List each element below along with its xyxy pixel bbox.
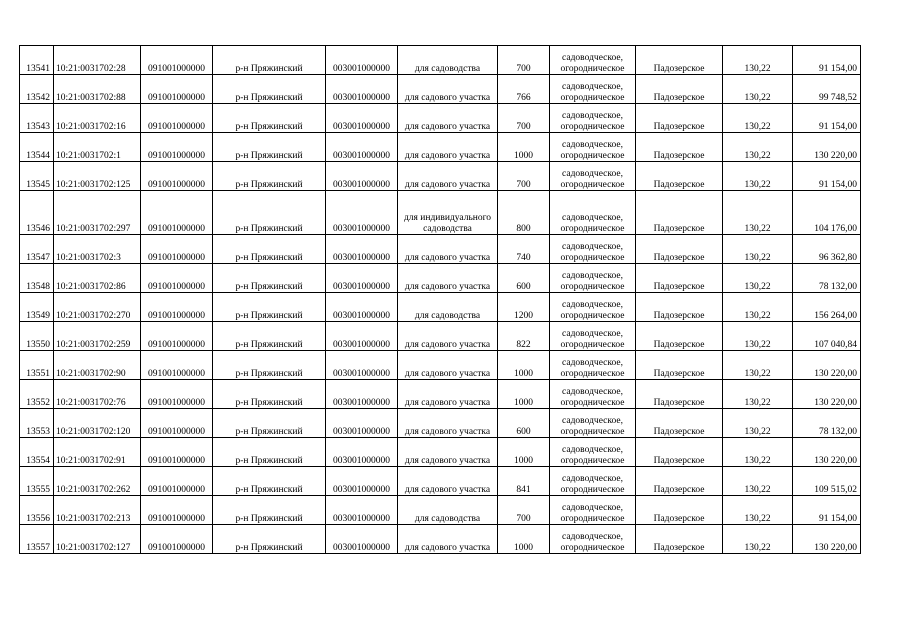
permitted-use-cell: для садового участка — [398, 104, 498, 133]
table-row — [20, 104, 861, 133]
settlement-code-cell: 003001000000 — [326, 75, 398, 104]
row-number-cell: 13550 — [20, 322, 54, 351]
area-cell: 1200 — [498, 293, 550, 322]
district-cell: р-н Пряжинский — [213, 104, 326, 133]
row-number-cell: 13557 — [20, 525, 54, 554]
permitted-use-cell: для садового участка — [398, 380, 498, 409]
land-purpose-cell: садоводческое, огородническое — [550, 264, 636, 293]
table-row — [20, 525, 861, 554]
district-cell: р-н Пряжинский — [213, 191, 326, 235]
cadastral-number-cell: 10:21:0031702:90 — [54, 351, 141, 380]
settlement-code-cell: 003001000000 — [326, 191, 398, 235]
area-cell: 841 — [498, 467, 550, 496]
row-number-cell: 13556 — [20, 496, 54, 525]
land-purpose-cell: садоводческое, огородническое — [550, 322, 636, 351]
land-purpose-cell: садоводческое, огородническое — [550, 380, 636, 409]
land-purpose-cell: садоводческое, огородническое — [550, 293, 636, 322]
row-number-cell: 13548 — [20, 264, 54, 293]
land-purpose-cell: садоводческое, огородническое — [550, 409, 636, 438]
permitted-use-cell: для садоводства — [398, 293, 498, 322]
settlement-cell: Падозерское — [636, 46, 723, 75]
cadastral-value-cell: 91 154,00 — [793, 496, 861, 525]
specific-value-cell: 130,22 — [723, 293, 793, 322]
table-row — [20, 46, 861, 75]
table-row — [20, 235, 861, 264]
row-number-cell: 13551 — [20, 351, 54, 380]
permitted-use-cell: для садового участка — [398, 264, 498, 293]
cadastral-number-cell: 10:21:0031702:297 — [54, 191, 141, 235]
land-purpose-cell: садоводческое, огородническое — [550, 75, 636, 104]
settlement-cell: Падозерское — [636, 264, 723, 293]
settlement-code-cell: 003001000000 — [326, 380, 398, 409]
row-number-cell: 13545 — [20, 162, 54, 191]
cadastral-value-cell: 91 154,00 — [793, 104, 861, 133]
permitted-use-cell: для садового участка — [398, 235, 498, 264]
district-cell: р-н Пряжинский — [213, 409, 326, 438]
permitted-use-cell: для садового участка — [398, 322, 498, 351]
row-number-cell: 13549 — [20, 293, 54, 322]
settlement-code-cell: 003001000000 — [326, 46, 398, 75]
cadastral-value-cell: 78 132,00 — [793, 264, 861, 293]
area-cell: 700 — [498, 496, 550, 525]
settlement-cell: Падозерское — [636, 496, 723, 525]
specific-value-cell: 130,22 — [723, 104, 793, 133]
cadastral-value-cell: 130 220,00 — [793, 133, 861, 162]
permitted-use-cell: для садового участка — [398, 351, 498, 380]
district-cell: р-н Пряжинский — [213, 380, 326, 409]
district-cell: р-н Пряжинский — [213, 162, 326, 191]
okato-code-cell: 091001000000 — [141, 322, 213, 351]
table-row — [20, 75, 861, 104]
table-row — [20, 293, 861, 322]
table-row — [20, 133, 861, 162]
permitted-use-cell: для садового участка — [398, 409, 498, 438]
permitted-use-cell: для садового участка — [398, 162, 498, 191]
cadastral-value-cell: 107 040,84 — [793, 322, 861, 351]
land-purpose-cell: садоводческое, огородническое — [550, 525, 636, 554]
cadastral-number-cell: 10:21:0031702:262 — [54, 467, 141, 496]
area-cell: 700 — [498, 162, 550, 191]
permitted-use-cell: для садового участка — [398, 525, 498, 554]
cadastral-number-cell: 10:21:0031702:270 — [54, 293, 141, 322]
table-row — [20, 191, 861, 235]
settlement-cell: Падозерское — [636, 293, 723, 322]
cadastral-value-cell: 130 220,00 — [793, 525, 861, 554]
specific-value-cell: 130,22 — [723, 380, 793, 409]
okato-code-cell: 091001000000 — [141, 191, 213, 235]
okato-code-cell: 091001000000 — [141, 46, 213, 75]
cadastral-value-cell: 104 176,00 — [793, 191, 861, 235]
district-cell: р-н Пряжинский — [213, 46, 326, 75]
specific-value-cell: 130,22 — [723, 75, 793, 104]
settlement-code-cell: 003001000000 — [326, 496, 398, 525]
land-purpose-cell: садоводческое, огородническое — [550, 496, 636, 525]
okato-code-cell: 091001000000 — [141, 104, 213, 133]
area-cell: 600 — [498, 409, 550, 438]
okato-code-cell: 091001000000 — [141, 409, 213, 438]
settlement-code-cell: 003001000000 — [326, 235, 398, 264]
settlement-code-cell: 003001000000 — [326, 104, 398, 133]
specific-value-cell: 130,22 — [723, 133, 793, 162]
area-cell: 1000 — [498, 438, 550, 467]
okato-code-cell: 091001000000 — [141, 438, 213, 467]
land-purpose-cell: садоводческое, огородническое — [550, 351, 636, 380]
row-number-cell: 13546 — [20, 191, 54, 235]
specific-value-cell: 130,22 — [723, 467, 793, 496]
settlement-code-cell: 003001000000 — [326, 322, 398, 351]
settlement-cell: Падозерское — [636, 235, 723, 264]
area-cell: 1000 — [498, 351, 550, 380]
specific-value-cell: 130,22 — [723, 351, 793, 380]
land-purpose-cell: садоводческое, огородническое — [550, 467, 636, 496]
settlement-code-cell: 003001000000 — [326, 409, 398, 438]
table-body — [20, 46, 861, 554]
district-cell: р-н Пряжинский — [213, 322, 326, 351]
district-cell: р-н Пряжинский — [213, 525, 326, 554]
row-number-cell: 13552 — [20, 380, 54, 409]
area-cell: 600 — [498, 264, 550, 293]
okato-code-cell: 091001000000 — [141, 525, 213, 554]
cadastral-number-cell: 10:21:0031702:259 — [54, 322, 141, 351]
permitted-use-cell: для садоводства — [398, 46, 498, 75]
permitted-use-cell: для садоводства — [398, 496, 498, 525]
area-cell: 700 — [498, 104, 550, 133]
settlement-cell: Падозерское — [636, 133, 723, 162]
row-number-cell: 13542 — [20, 75, 54, 104]
specific-value-cell: 130,22 — [723, 438, 793, 467]
settlement-cell: Падозерское — [636, 75, 723, 104]
settlement-code-cell: 003001000000 — [326, 467, 398, 496]
settlement-cell: Падозерское — [636, 104, 723, 133]
row-number-cell: 13543 — [20, 104, 54, 133]
okato-code-cell: 091001000000 — [141, 351, 213, 380]
specific-value-cell: 130,22 — [723, 191, 793, 235]
permitted-use-cell: для садового участка — [398, 438, 498, 467]
area-cell: 766 — [498, 75, 550, 104]
table-row — [20, 496, 861, 525]
settlement-code-cell: 003001000000 — [326, 438, 398, 467]
settlement-code-cell: 003001000000 — [326, 133, 398, 162]
cadastral-value-cell: 130 220,00 — [793, 438, 861, 467]
okato-code-cell: 091001000000 — [141, 467, 213, 496]
cadastral-value-cell: 78 132,00 — [793, 409, 861, 438]
permitted-use-cell: для садового участка — [398, 75, 498, 104]
table-row — [20, 162, 861, 191]
cadastral-value-table — [19, 45, 861, 554]
area-cell: 740 — [498, 235, 550, 264]
okato-code-cell: 091001000000 — [141, 380, 213, 409]
cadastral-number-cell: 10:21:0031702:213 — [54, 496, 141, 525]
permitted-use-cell: для индивидуального садоводства — [398, 191, 498, 235]
row-number-cell: 13547 — [20, 235, 54, 264]
table-row — [20, 380, 861, 409]
cadastral-value-cell: 109 515,02 — [793, 467, 861, 496]
district-cell: р-н Пряжинский — [213, 496, 326, 525]
settlement-code-cell: 003001000000 — [326, 351, 398, 380]
settlement-code-cell: 003001000000 — [326, 293, 398, 322]
settlement-code-cell: 003001000000 — [326, 525, 398, 554]
okato-code-cell: 091001000000 — [141, 75, 213, 104]
table-row — [20, 351, 861, 380]
settlement-cell: Падозерское — [636, 409, 723, 438]
cadastral-value-cell: 130 220,00 — [793, 351, 861, 380]
cadastral-value-cell: 91 154,00 — [793, 162, 861, 191]
permitted-use-cell: для садового участка — [398, 467, 498, 496]
specific-value-cell: 130,22 — [723, 525, 793, 554]
specific-value-cell: 130,22 — [723, 235, 793, 264]
land-purpose-cell: садоводческое, огородническое — [550, 46, 636, 75]
settlement-cell: Падозерское — [636, 191, 723, 235]
row-number-cell: 13541 — [20, 46, 54, 75]
district-cell: р-н Пряжинский — [213, 235, 326, 264]
settlement-cell: Падозерское — [636, 351, 723, 380]
cadastral-number-cell: 10:21:0031702:28 — [54, 46, 141, 75]
cadastral-number-cell: 10:21:0031702:88 — [54, 75, 141, 104]
specific-value-cell: 130,22 — [723, 46, 793, 75]
row-number-cell: 13554 — [20, 438, 54, 467]
settlement-cell: Падозерское — [636, 438, 723, 467]
table-row — [20, 467, 861, 496]
district-cell: р-н Пряжинский — [213, 351, 326, 380]
area-cell: 700 — [498, 46, 550, 75]
okato-code-cell: 091001000000 — [141, 264, 213, 293]
row-number-cell: 13555 — [20, 467, 54, 496]
specific-value-cell: 130,22 — [723, 264, 793, 293]
land-purpose-cell: садоводческое, огородническое — [550, 191, 636, 235]
cadastral-number-cell: 10:21:0031702:76 — [54, 380, 141, 409]
cadastral-number-cell: 10:21:0031702:125 — [54, 162, 141, 191]
settlement-cell: Падозерское — [636, 380, 723, 409]
row-number-cell: 13553 — [20, 409, 54, 438]
cadastral-value-cell: 156 264,00 — [793, 293, 861, 322]
cadastral-number-cell: 10:21:0031702:91 — [54, 438, 141, 467]
specific-value-cell: 130,22 — [723, 409, 793, 438]
cadastral-number-cell: 10:21:0031702:127 — [54, 525, 141, 554]
area-cell: 800 — [498, 191, 550, 235]
cadastral-value-cell: 91 154,00 — [793, 46, 861, 75]
table-row — [20, 409, 861, 438]
cadastral-number-cell: 10:21:0031702:86 — [54, 264, 141, 293]
land-purpose-cell: садоводческое, огородническое — [550, 235, 636, 264]
settlement-cell: Падозерское — [636, 525, 723, 554]
district-cell: р-н Пряжинский — [213, 133, 326, 162]
area-cell: 1000 — [498, 133, 550, 162]
cadastral-number-cell: 10:21:0031702:3 — [54, 235, 141, 264]
okato-code-cell: 091001000000 — [141, 293, 213, 322]
land-purpose-cell: садоводческое, огородническое — [550, 104, 636, 133]
specific-value-cell: 130,22 — [723, 322, 793, 351]
cadastral-number-cell: 10:21:0031702:1 — [54, 133, 141, 162]
okato-code-cell: 091001000000 — [141, 133, 213, 162]
district-cell: р-н Пряжинский — [213, 467, 326, 496]
table-row — [20, 438, 861, 467]
table-row — [20, 322, 861, 351]
row-number-cell: 13544 — [20, 133, 54, 162]
specific-value-cell: 130,22 — [723, 496, 793, 525]
cadastral-number-cell: 10:21:0031702:120 — [54, 409, 141, 438]
cadastral-value-cell: 99 748,52 — [793, 75, 861, 104]
land-purpose-cell: садоводческое, огородническое — [550, 162, 636, 191]
area-cell: 1000 — [498, 380, 550, 409]
land-purpose-cell: садоводческое, огородническое — [550, 133, 636, 162]
okato-code-cell: 091001000000 — [141, 235, 213, 264]
district-cell: р-н Пряжинский — [213, 293, 326, 322]
specific-value-cell: 130,22 — [723, 162, 793, 191]
district-cell: р-н Пряжинский — [213, 264, 326, 293]
settlement-code-cell: 003001000000 — [326, 162, 398, 191]
settlement-cell: Падозерское — [636, 467, 723, 496]
okato-code-cell: 091001000000 — [141, 496, 213, 525]
area-cell: 822 — [498, 322, 550, 351]
okato-code-cell: 091001000000 — [141, 162, 213, 191]
cadastral-value-cell: 130 220,00 — [793, 380, 861, 409]
cadastral-value-cell: 96 362,80 — [793, 235, 861, 264]
district-cell: р-н Пряжинский — [213, 438, 326, 467]
land-purpose-cell: садоводческое, огородническое — [550, 438, 636, 467]
settlement-cell: Падозерское — [636, 162, 723, 191]
table-row — [20, 264, 861, 293]
district-cell: р-н Пряжинский — [213, 75, 326, 104]
area-cell: 1000 — [498, 525, 550, 554]
settlement-code-cell: 003001000000 — [326, 264, 398, 293]
permitted-use-cell: для садового участка — [398, 133, 498, 162]
settlement-cell: Падозерское — [636, 322, 723, 351]
cadastral-number-cell: 10:21:0031702:16 — [54, 104, 141, 133]
